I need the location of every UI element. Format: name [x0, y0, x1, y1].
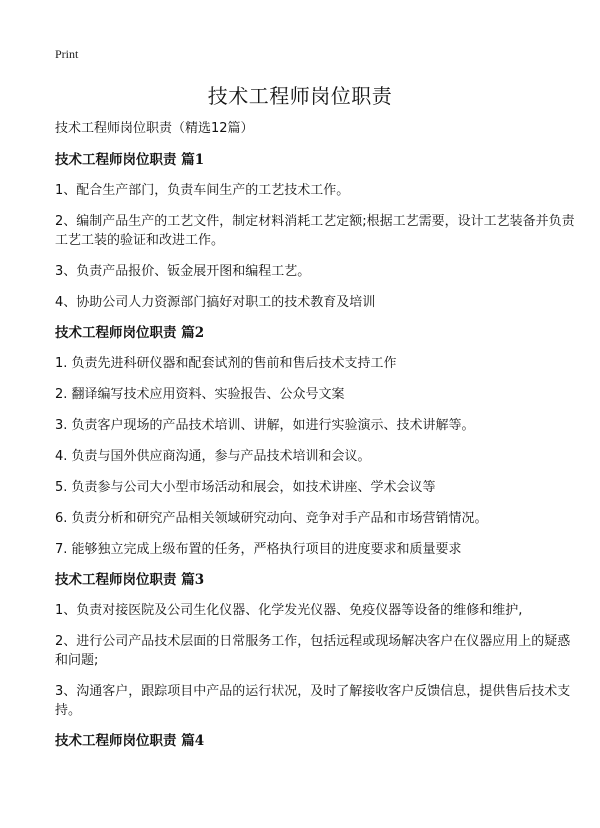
section-heading: 技术工程师岗位职责 篇2: [55, 325, 205, 341]
list-item: 1. 负责先进科研仪器和配套试剂的售前和售后技术支持工作: [55, 356, 397, 371]
list-item: 2. 翻译编写技术应用资料、实验报告、公众号文案: [55, 387, 345, 402]
list-item: 4. 负责与国外供应商沟通，参与产品技术培训和会议。: [55, 449, 371, 464]
list-item: 3、沟通客户，跟踪项目中产品的运行状况，及时了解接收客户反馈信息，提供售后技术支持。: [55, 684, 571, 718]
document-body: [55, 120, 580, 762]
list-item: 7. 能够独立完成上级布置的任务，严格执行项目的进度要求和质量要求: [55, 542, 462, 557]
section-heading: 技术工程师岗位职责 篇1: [55, 152, 205, 168]
section-4: [55, 732, 580, 750]
section-1: [55, 151, 580, 312]
list-item: 3、负责产品报价、钣金展开图和编程工艺。: [55, 264, 311, 279]
list-item: 5. 负责参与公司大小型市场活动和展会，如技术讲座、学术会议等: [55, 480, 436, 495]
section-3: [55, 571, 580, 720]
document-title: 技术工程师岗位职责: [207, 84, 393, 108]
print-label: Print: [55, 47, 79, 61]
list-item: 2、编制产品生产的工艺文件，制定材料消耗工艺定额;根据工艺需要，设计工艺装备并负责工艺工装的验证和改进工作。: [55, 214, 575, 248]
document-subtitle: 技术工程师岗位职责（精选12篇）: [55, 121, 254, 136]
list-item: 4、协助公司人力资源部门搞好对职工的技术教育及培训: [55, 295, 376, 310]
list-item: 2、进行公司产品技术层面的日常服务工作，包括远程或现场解决客户在仪器应用上的疑惑和问题;: [55, 634, 571, 668]
section-heading: 技术工程师岗位职责 篇4: [55, 733, 205, 749]
section-2: [55, 324, 580, 559]
list-item: 6. 负责分析和研究产品相关领域研究动向、竞争对手产品和市场营销情况。: [55, 511, 488, 526]
list-item: 1、负责对接医院及公司生化仪器、化学发光仪器、免疫仪器等设备的维修和维护,: [55, 603, 523, 618]
section-heading: 技术工程师岗位职责 篇3: [55, 572, 205, 588]
list-item: 1、配合生产部门，负责车间生产的工艺技术工作。: [55, 183, 350, 198]
list-item: 3. 负责客户现场的产品技术培训、讲解，如进行实验演示、技术讲解等。: [55, 418, 475, 433]
